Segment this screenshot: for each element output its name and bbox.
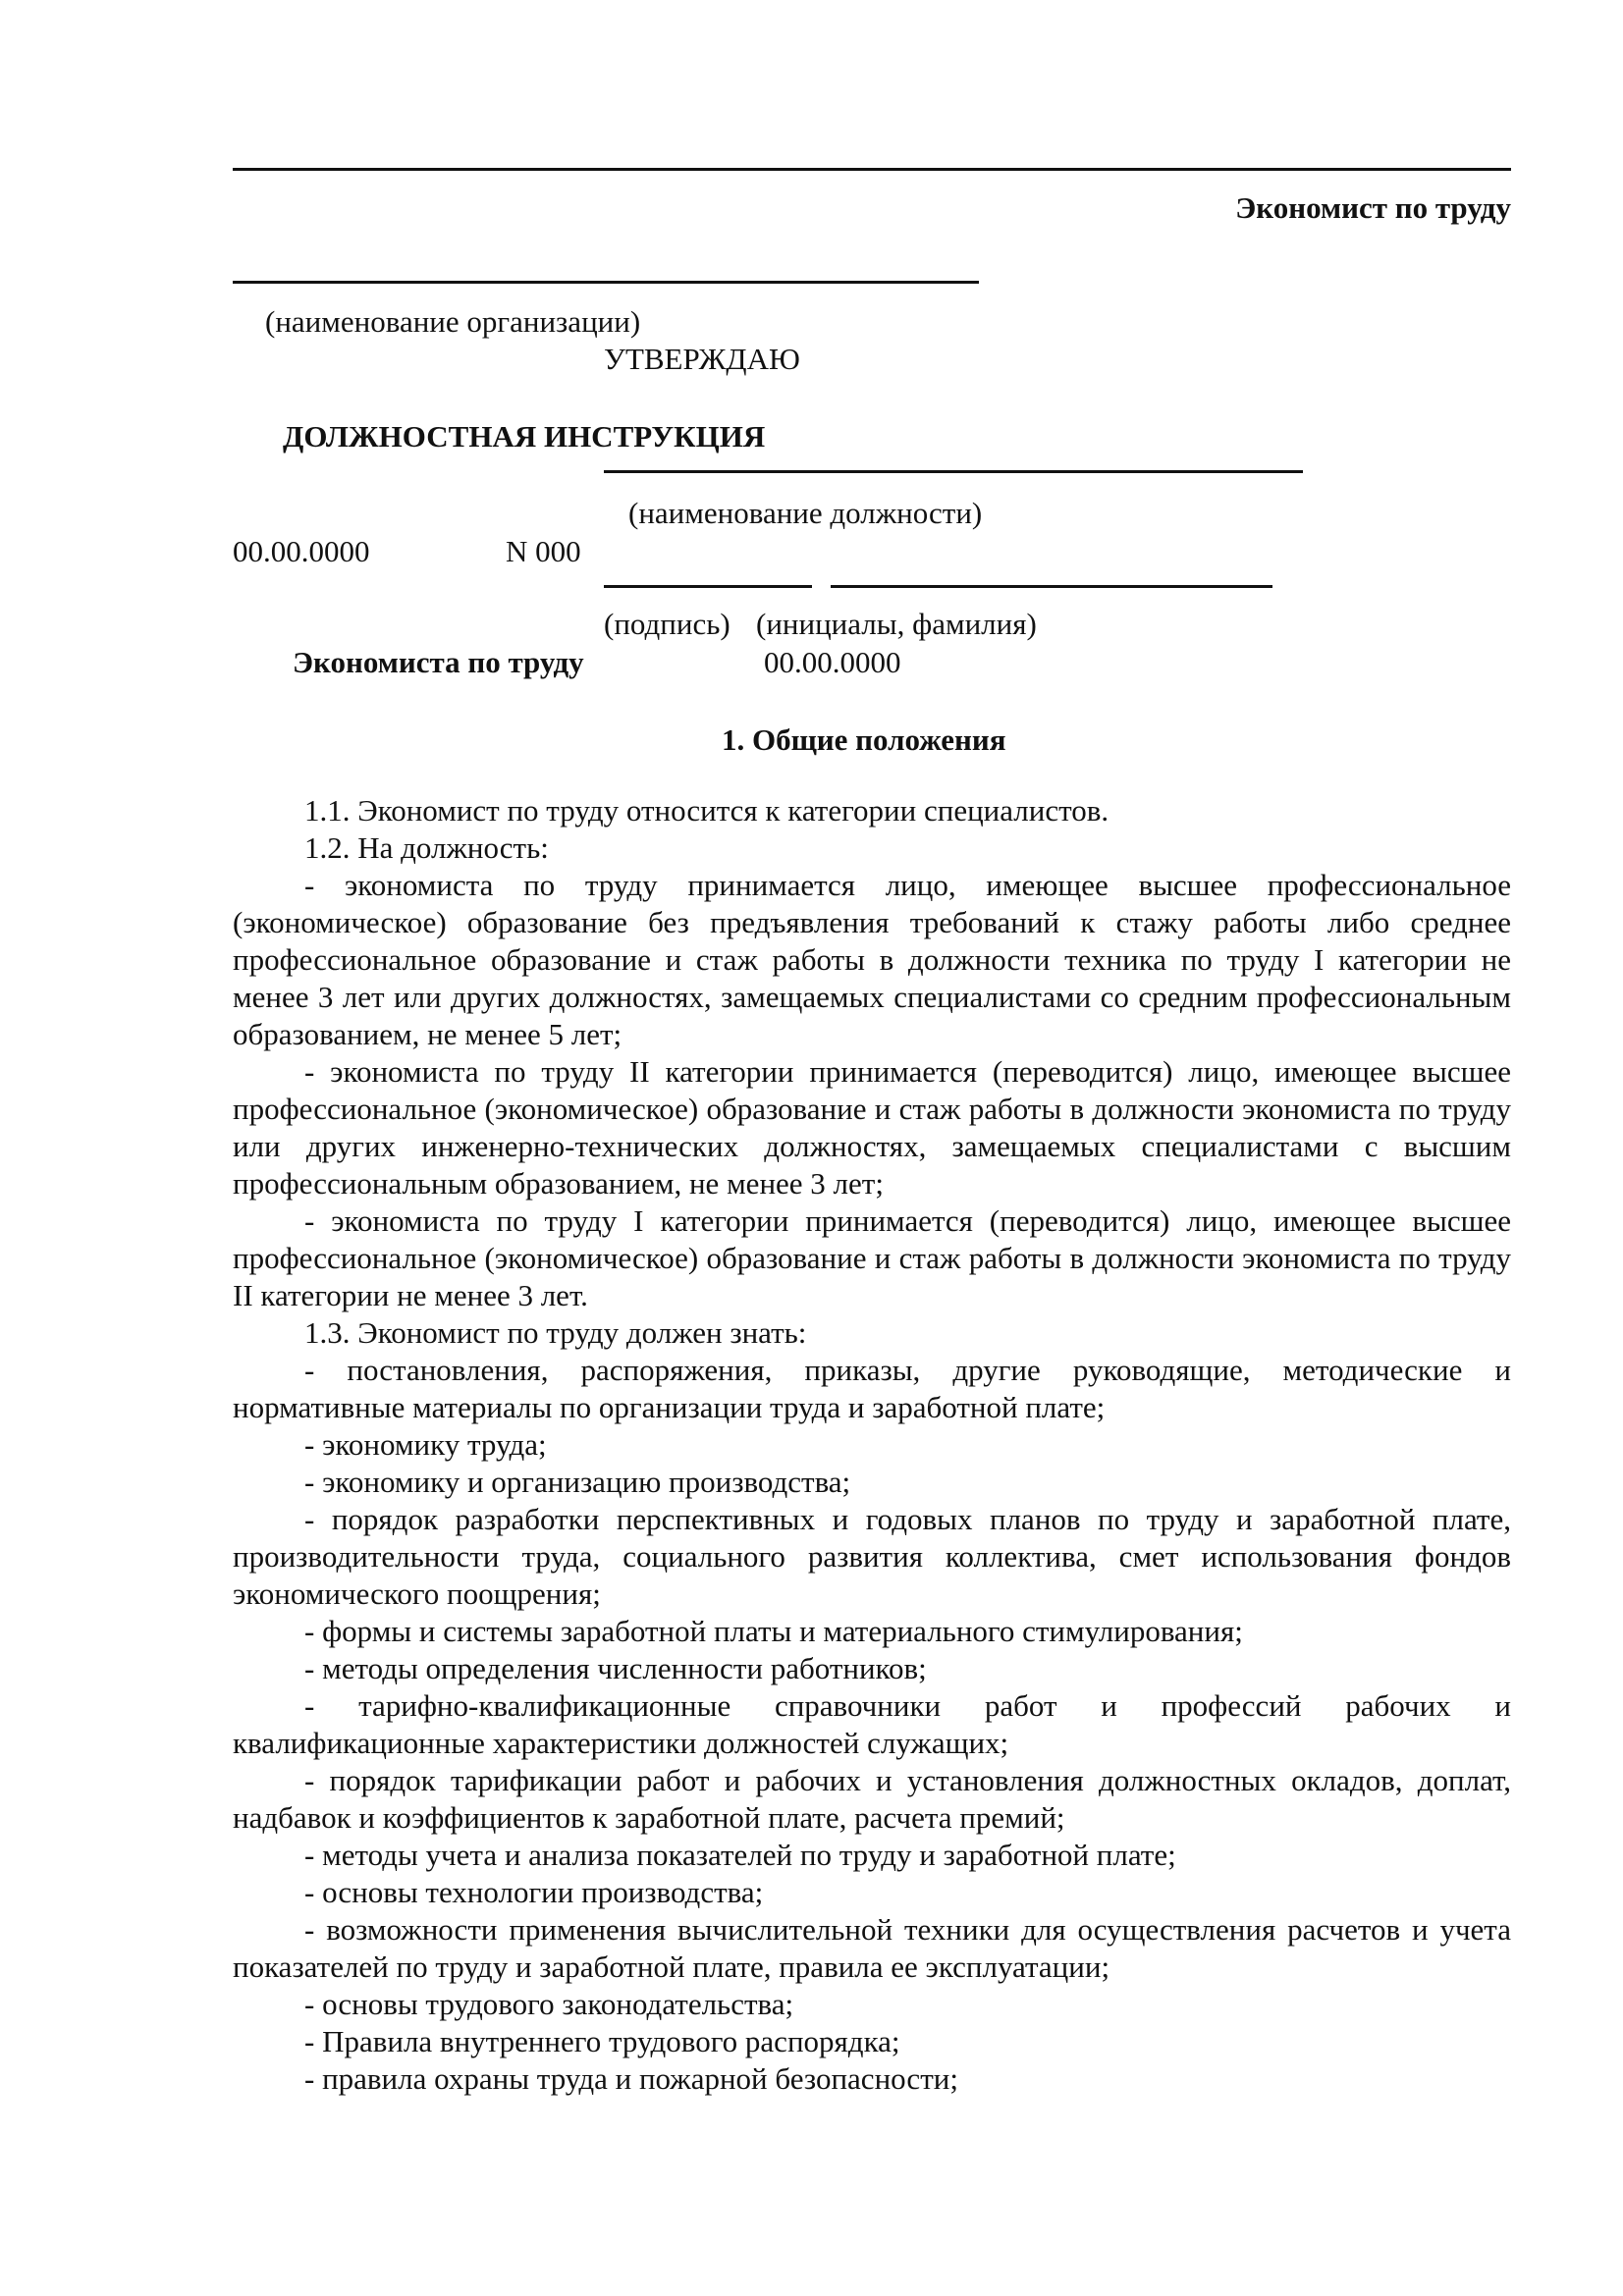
- approval-date: 00.00.0000: [764, 645, 901, 679]
- paragraph: - порядок тарификации работ и рабочих и установления должностных окладов, доплат, надбавок и коэффициентов к заработной плате, расчета премий;: [233, 1763, 1511, 1835]
- position-caption: (наименование должности): [628, 496, 983, 530]
- initials-caption: (инициалы, фамилия): [756, 607, 1037, 641]
- signature-caption: (подпись): [604, 607, 730, 641]
- paragraph: - экономиста по труду II категории принимается (переводится) лицо, имеющее высшее профессиональное (экономическое) образование и стаж работы в должности экономиста по труду или других инженерно-технических должностях, замещаемых специалистами с высшим профессиональным образованием, не менее 3 лет;: [233, 1054, 1511, 1201]
- paragraph: - основы трудового законодательства;: [304, 1987, 794, 2021]
- paragraph: 1.2. На должность:: [304, 830, 549, 865]
- document-type-title: ДОЛЖНОСТНАЯ ИНСТРУКЦИЯ: [283, 419, 766, 454]
- paragraph: - экономику труда;: [304, 1427, 547, 1462]
- paragraph: - постановления, распоряжения, приказы, другие руководящие, методические и нормативные материалы по организации труда и заработной плате;: [233, 1353, 1511, 1424]
- approval-stamp: УТВЕРЖДАЮ: [604, 342, 800, 376]
- paragraph: - основы технологии производства;: [304, 1875, 764, 1909]
- paragraph: - Правила внутреннего трудового распорядка;: [304, 2024, 900, 2058]
- paragraph: - методы учета и анализа показателей по труду и заработной плате;: [304, 1838, 1176, 1872]
- section-title: 1. Общие положения: [722, 722, 1006, 757]
- signature-line: [604, 585, 812, 588]
- paragraph: - методы определения численности работников;: [304, 1651, 927, 1685]
- paragraph: - тарифно-квалификационные справочники работ и профессий рабочих и квалификационные характеристики должностей служащих;: [233, 1688, 1511, 1760]
- position-name-line: [604, 470, 1303, 473]
- position-genitive: Экономиста по труду: [293, 645, 584, 679]
- document-header-title: Экономист по труду: [1235, 190, 1511, 225]
- organization-caption: (наименование организации): [265, 304, 641, 339]
- paragraph: 1.1. Экономист по труду относится к категории специалистов.: [304, 793, 1109, 828]
- initials-line: [831, 585, 1272, 588]
- paragraph: - правила охраны труда и пожарной безопасности;: [304, 2061, 958, 2096]
- paragraph: - формы и системы заработной платы и материального стимулирования;: [304, 1614, 1243, 1648]
- paragraph: - экономиста по труду I категории принимается (переводится) лицо, имеющее высшее профессиональное (экономическое) образование и стаж работы в должности экономиста по труду II категории не менее 3 лет.: [233, 1203, 1511, 1312]
- paragraph: 1.3. Экономист по труду должен знать:: [304, 1315, 807, 1350]
- top-rule: [233, 168, 1511, 171]
- document-date: 00.00.0000: [233, 534, 370, 568]
- paragraph: - экономику и организацию производства;: [304, 1465, 851, 1499]
- paragraph: - возможности применения вычислительной техники для осуществления расчетов и учета показателей по труду и заработной плате, правила ее эксплуатации;: [233, 1912, 1511, 1984]
- organization-name-line: [233, 281, 979, 284]
- paragraph: - порядок разработки перспективных и годовых планов по труду и заработной плате, производительности труда, социального развития коллектива, смет использования фондов экономического поощрения;: [233, 1502, 1511, 1611]
- document-number: N 000: [506, 534, 581, 568]
- section-body: [233, 792, 1511, 2098]
- paragraph: - экономиста по труду принимается лицо, имеющее высшее профессиональное (экономическое) образование без предъявления требований к стажу работы либо среднее профессиональное образование и стаж работы в должности техника по труду I категории не менее 3 лет или других должностях, замещаемых специалистами со средним профессиональным образованием, не менее 5 лет;: [233, 868, 1511, 1051]
